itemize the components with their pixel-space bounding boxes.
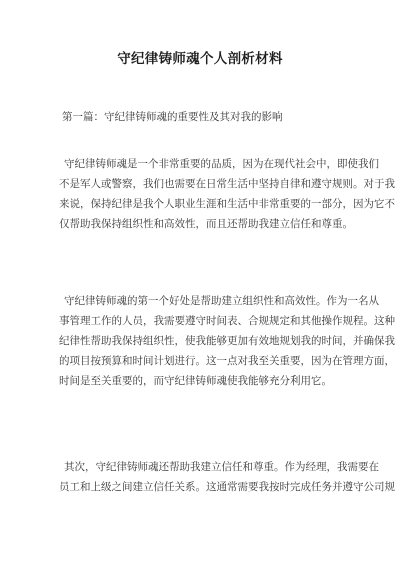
paragraph-1 [59, 154, 395, 234]
paragraph-line: 守纪律铸师魂是一个非常重要的品质，因为在现代社会中，即使我们 [64, 158, 379, 170]
paragraph-line: 纪律性帮助我保持组织性，使我能够更加有效地规划我的时间，并确保我 [59, 335, 395, 347]
paragraph-line: 来说，保持纪律是我个人职业生涯和生活中非常重要的一部分，因为它不 [59, 198, 395, 210]
paragraph-line: 的项目按预算和时间计划进行。这一点对我至关重要，因为在管理方面， [59, 355, 395, 367]
paragraph-line: 仅帮助我保持组织性和高效性，而且还帮助我建立信任和尊重。 [59, 218, 353, 230]
paragraph-2 [59, 291, 395, 391]
paragraph-line: 事管理工作的人员，我需要遵守时间表、合规规定和其他操作规程。这种 [59, 315, 395, 327]
paragraph-line: 其次，守纪律铸师魂还帮助我建立信任和尊重。作为经理，我需要在 [64, 461, 379, 473]
paragraph-3 [59, 457, 395, 497]
paragraph-line: 不是军人或警察，我们也需要在日常生活中坚持自律和遵守规则。对于我 [59, 178, 395, 190]
paragraph-line: 员工和上级之间建立信任关系。这通常需要我按时完成任务并遵守公司规 [59, 481, 395, 493]
paragraph-line: 时间是至关重要的，而守纪律铸师魂使我能够充分利用它。 [59, 375, 332, 387]
document-title: 守纪律铸师魂个人剖析材料 [117, 51, 283, 67]
section-heading: 第一篇：守纪律铸师魂的重要性及其对我的影响 [62, 111, 283, 123]
paragraph-line: 守纪律铸师魂的第一个好处是帮助建立组织性和高效性。作为一名从 [64, 295, 379, 307]
